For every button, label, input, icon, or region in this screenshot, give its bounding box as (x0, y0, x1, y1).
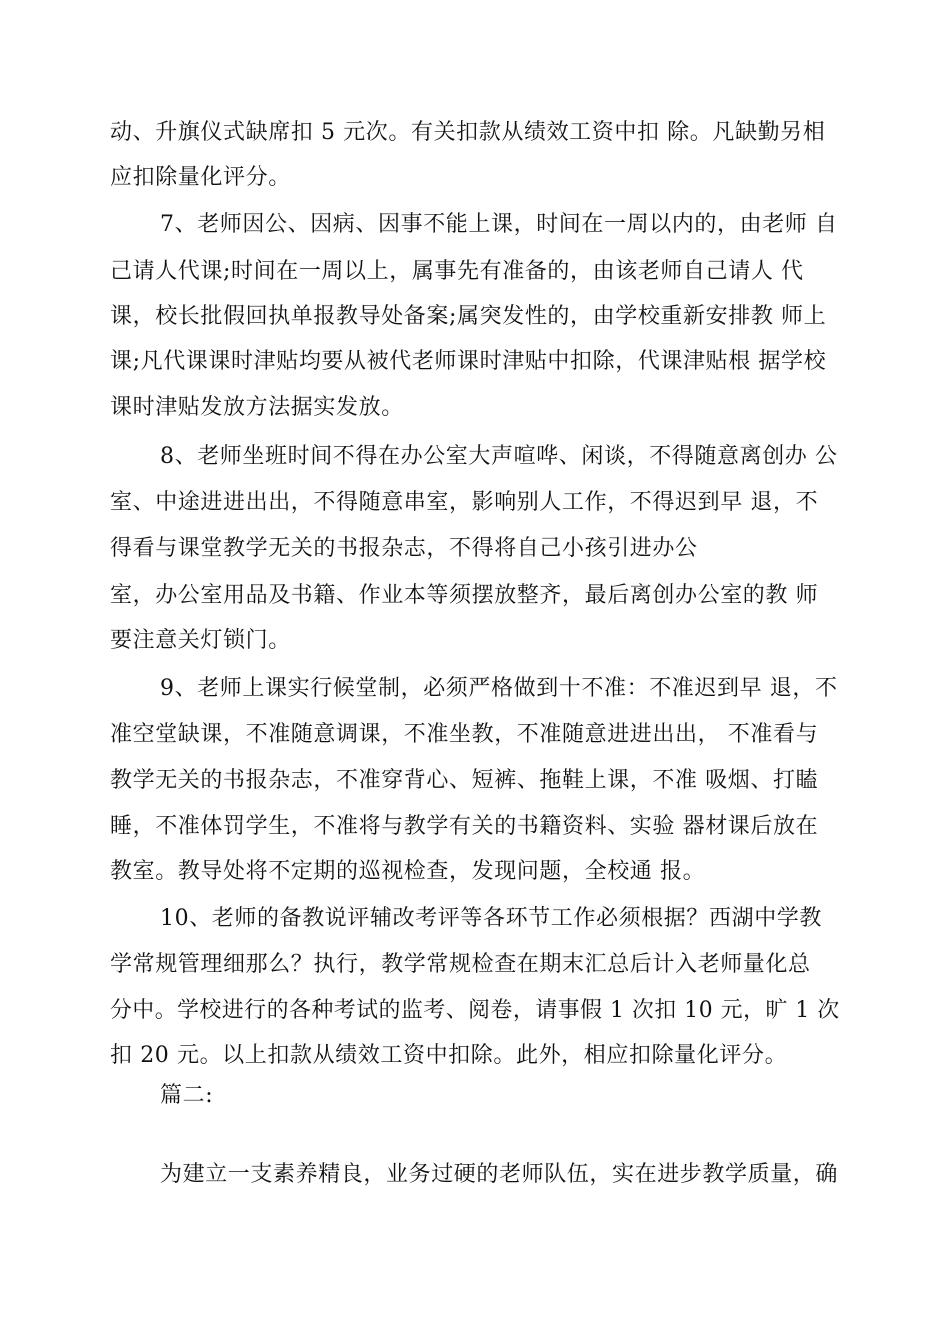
text-line-7: 课时津贴发放方法据实发放。 (110, 395, 404, 420)
text-line-3: 7、老师因公、因病、因事不能上课，时间在一周以内的，由老师 自 (160, 212, 838, 237)
text-line-6: 课;凡代课课时津贴均要从被代老师课时津贴中扣除，代课津贴根 据学校 (110, 349, 827, 374)
text-line-4: 己请人代课;时间在一周以上，属事先有准备的，由该老师自己请人 代 (110, 259, 804, 284)
text-line-13: 9、老师上课实行候堂制，必须严格做到十不准：不准迟到早 退，不 (160, 676, 838, 701)
text-line-20: 分中。学校进行的各种考试的监考、阅卷，请事假 1 次扣 10 元，旷 1 次 (110, 998, 840, 1023)
text-line-17: 教室。教导处将不定期的巡视检查，发现问题，全校通 报。 (110, 859, 706, 884)
text-line-2: 应扣除量化评分。 (110, 165, 291, 190)
text-line-21: 扣 20 元。以上扣款从绩效工资中扣除。此外，相应扣除量化评分。 (110, 1043, 788, 1068)
text-line-15: 教学无关的书报杂志，不准穿背心、短裤、拖鞋上课，不准 吸烟、打瞌 (110, 768, 819, 793)
text-line-14: 准空堂缺课，不准随意调课，不准坐教，不准随意进进出出， 不准看与 (110, 722, 819, 747)
text-line-19: 学常规管理细那么？执行，教学常规检查在期末汇总后计入老师量化总 (110, 952, 811, 977)
text-line-11: 室，办公室用品及书籍、作业本等须摆放整齐，最后离创办公室的教 师 (110, 583, 819, 608)
text-line-5: 课，校长批假回执单报教导处备案;属突发性的，由学校重新安排教 师上 (110, 304, 827, 329)
text-line-18: 10、老师的备教说评辅改考评等各环节工作必须根据？西湖中学教 (160, 906, 822, 931)
text-line-1: 动、升旗仪式缺席扣 5 元次。有关扣款从绩效工资中扣 除。凡缺勤另相 (110, 120, 826, 145)
text-line-22: 为建立一支素养精良，业务过硬的老师队伍，实在进步教学质量，确 (160, 1162, 839, 1187)
text-line-9: 室、中途进进出出，不得随意串室，影响别人工作，不得迟到早 退，不 (110, 490, 819, 515)
text-line-8: 8、老师坐班时间不得在办公室大声喧哗、闲谈，不得随意离创办 公 (160, 444, 838, 469)
text-line-16: 睡，不准体罚学生，不准将与教学有关的书籍资料、实验 器材课后放在 (110, 814, 819, 839)
section-heading: 篇二: (160, 1083, 214, 1108)
text-line-10: 得看与课堂教学无关的书报杂志，不得将自己小孩引进办公 (110, 536, 698, 561)
text-line-12: 要注意关灯锁门。 (110, 628, 291, 653)
